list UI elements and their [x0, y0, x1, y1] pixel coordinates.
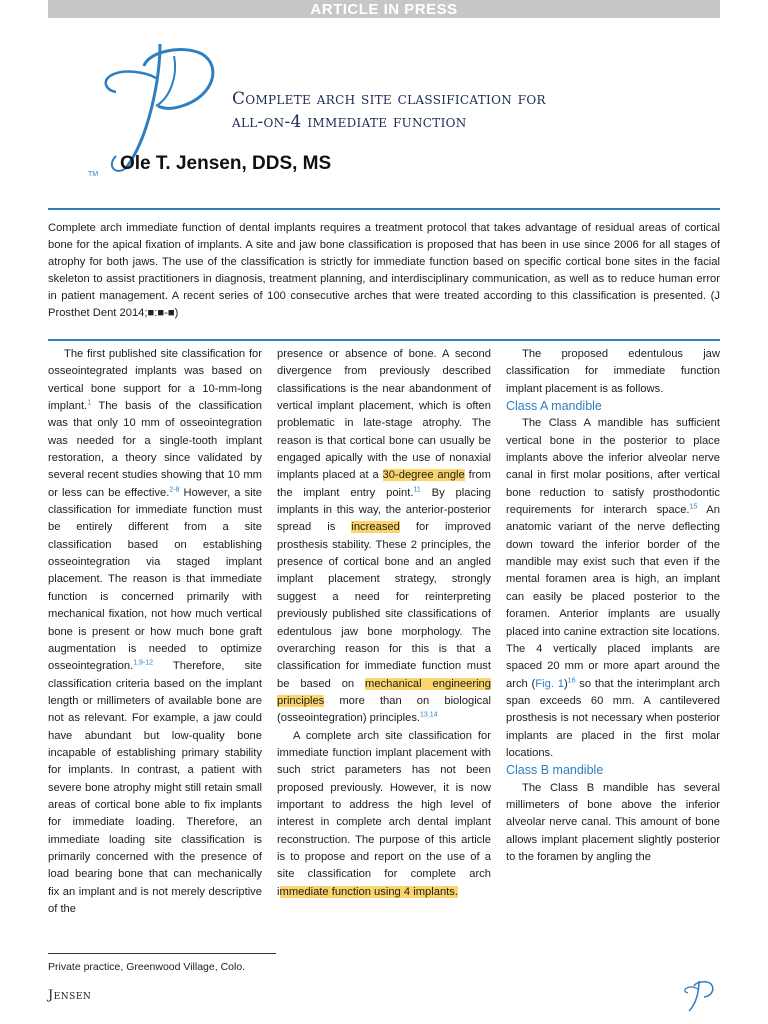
highlighted-text: 30-degree angle: [382, 469, 465, 482]
text-run: The Class A mandible has sufficient vertical bone in the posterior to place implants above the inferior alveolar nerve canal in first molar positions, after vertical bone reduction to satisfy prosthodontic requirements for interarch space.: [506, 417, 720, 517]
citation-link[interactable]: 11: [413, 486, 421, 494]
title-line-2: all-on-4 immediate function: [232, 112, 467, 132]
paragraph: [506, 415, 720, 762]
article-in-press-banner: ARTICLE IN PRESS: [48, 0, 720, 18]
author-affiliation: Private practice, Greenwood Village, Colo.: [48, 961, 246, 973]
paragraph: The Class B mandible has several millimeters of bone above the inferior alveolar nerve canal. This amount of bone allows implant placement slightly posterior to the foramen by angling the: [506, 781, 720, 863]
paragraph: [277, 346, 491, 728]
text-run: ): [563, 677, 568, 690]
column-2: [277, 346, 491, 901]
citation-link[interactable]: 1: [87, 399, 92, 407]
text-run: more than on biological (osseointegration) principles.: [277, 694, 491, 725]
text-run: An anatomic variant of the nerve deflecting down toward the inferior border of the mandible may exist such that even if the mental foramen area is high, an implant can easily be placed posterior to the foramen. Anterior implants are usually placed into canine extraction site locations. The 4 vertically placed implants are spaced 20 mm or more apart around the arch (: [506, 504, 720, 690]
paragraph: [277, 728, 491, 901]
abstract-text: Complete arch immediate function of dental implants requires a treatment protocol that takes advantage of residual areas of cortical bone for the apical fixation of implants. A site and jaw bone classification is proposed that has been in use since 2006 for all stages of atrophy for both jaws. The use of the classification is strictly for immediate function based on specific cortical bone sites in the facial skeleton to assist practitioners in diagnosis, treatment planning, and interdisciplinary communication, as well as to reduce human error in patient management. A recent series of 100 consecutive arches that were treated according to this classification is presented. (J Prosthet Dent 2014;■:■-■): [48, 222, 720, 319]
title-line-1: Complete arch site classification for: [232, 89, 546, 109]
paragraph: [48, 346, 262, 918]
trademark-mark: TM: [88, 171, 99, 178]
citation-link[interactable]: 15: [689, 503, 698, 511]
highlighted-text: mmediate function using 4 implants.: [279, 885, 458, 898]
author-name: Ole T. Jensen, DDS, MS: [120, 153, 332, 174]
text-run: for improved prosthesis stability. These 2 principles, the presence of cortical bone and an angled implant placement strategy, strongly suggest a need for reinterpreting previously published site classifications of edentulous jaw bone morphology. The overarching reason for this is that a classification for immediate function must be based on: [277, 521, 491, 690]
text-run: The first published site classification for osseointegrated implants was based on vertical bone support for a 10-mm-long implant.: [48, 348, 262, 413]
text-run: However, a site classification for immediate function must be entirely different from a site classification based on establishing osseointegration via staged implant placement. The reason is that immediate function is concerned primarily with mechanical fixation, not how much vertical bone is present or how much bone graft augmentation is needed to optimize osseointegration.: [48, 486, 263, 673]
highlighted-text: increased: [351, 521, 400, 534]
section-heading-class-b: Class B mandible: [506, 763, 604, 778]
abstract-box: [48, 208, 720, 341]
text-run: By placing implants in this way, the anterior-posterior spread is: [277, 486, 491, 534]
text-run: presence or absence of bone. A second divergence from previously described classifications is the near abandonment of vertical implant placement, which is often problematic in late-stage atrophy. The reason is that cortical bone can usually be engaged apically with the use of nonaxial implants placed at a: [277, 348, 491, 482]
citation-link[interactable]: 2-8: [169, 486, 180, 494]
running-head: Jensen: [48, 988, 92, 1003]
citation-link[interactable]: 1,9-12: [133, 659, 154, 667]
footnote-divider: [48, 953, 276, 954]
section-heading-class-a: Class A mandible: [506, 399, 602, 414]
highlighted-text: mechanical engineering principles: [277, 677, 491, 707]
citation-link[interactable]: 16: [567, 676, 576, 684]
column-3: [506, 346, 720, 866]
text-run: The basis of the classification was that only 10 mm of osseointegration was needed for a single-tooth implant restoration, a theory since validated by several recent studies showing that 10 mm or less can be effective.: [48, 400, 262, 499]
article-title: [232, 88, 546, 134]
column-1: [48, 346, 262, 918]
paragraph: The proposed edentulous jaw classification for immediate function implant placement is as follows.: [506, 348, 720, 395]
text-run: so that the interimplant arch span exceeds 60 mm. A cantilevered prosthesis is not necessary when posterior implants are placed in the first molar locations.: [506, 677, 720, 759]
text-run: from the implant entry point.: [277, 469, 491, 499]
text-run: Therefore, site classification criteria based on the implant length or millimeters of available bone are not as relevant. For example, a jaw could have abundant but low-quality bone incapable of establishing primary stability for implants. In contrast, a patient with severe bone atrophy might still retain small areas of cortical bone able to fix implants for immediate loading. Therefore, an immediate loading site classification is primarily concerned with the presence of load bearing bone that can mechanically fix an implant and is not merely descriptive of the: [48, 660, 262, 915]
journal-logo-small: [680, 978, 716, 1014]
citation-link[interactable]: 13,14: [420, 711, 438, 719]
figure-link[interactable]: Fig. 1: [535, 677, 564, 690]
text-run: A complete arch site classification for immediate function implant placement with such strict parameters has not been proposed previously. However, it is now important to address the high level of interest in complete arch dental implant reconstruction. The purpose of this article is to propose and report on the use of a site classification for complete arch i: [277, 729, 491, 898]
